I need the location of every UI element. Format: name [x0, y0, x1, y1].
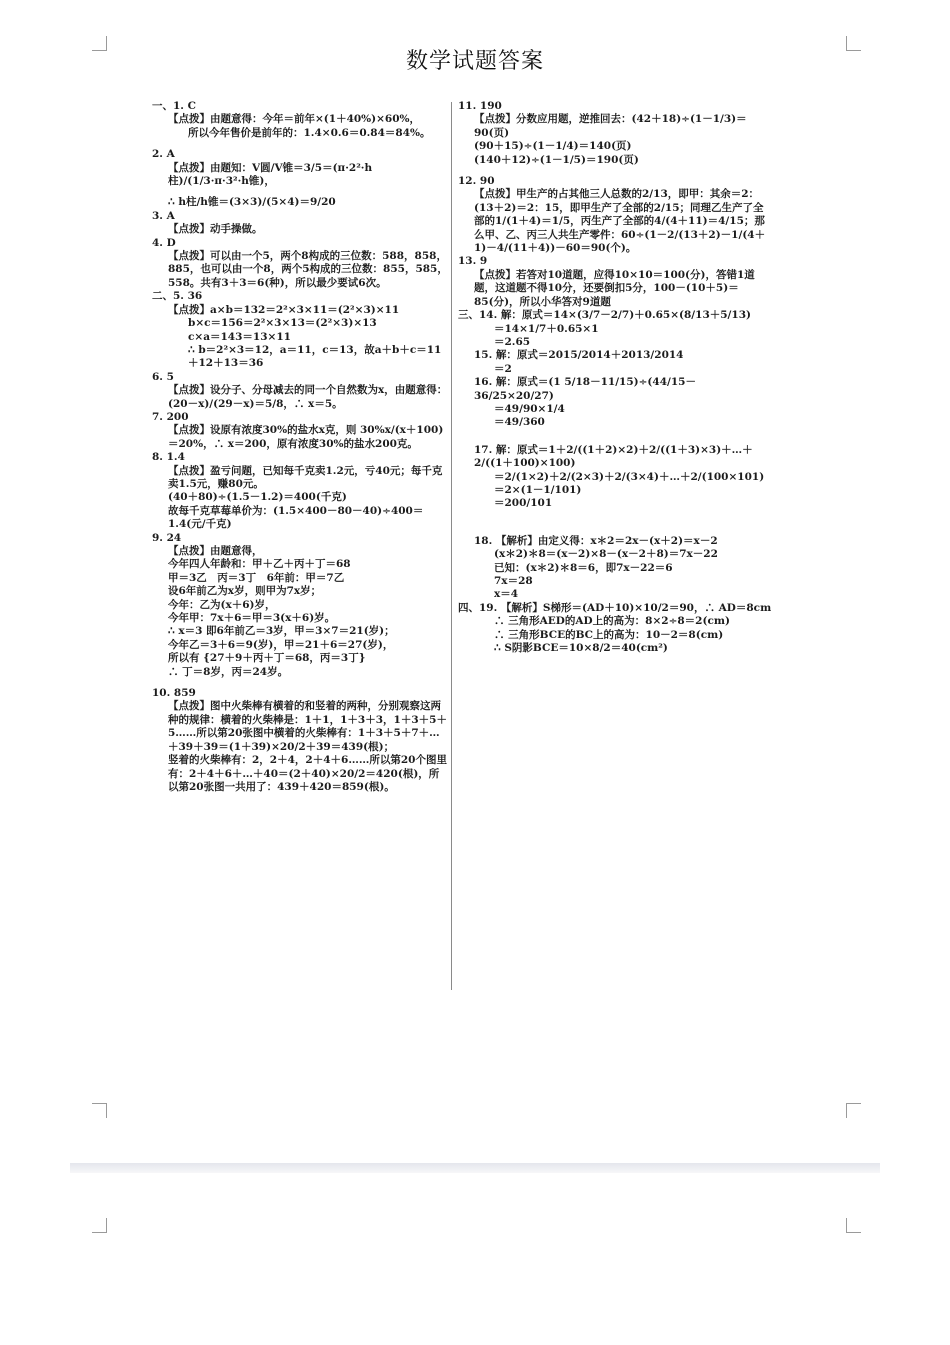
spacer [152, 679, 448, 687]
answer-line: ＝2 [494, 362, 512, 375]
page-edge-shadow [70, 1163, 880, 1173]
answer-line: ∴ S阴影BCE＝10×8/2＝40(cm²) [494, 642, 668, 655]
answer-line: b×c＝156＝2²×3×13＝(2²×3)×13 [188, 317, 377, 330]
answer-line: 17. 解：原式＝1＋2/((1＋2)×2)＋2/((1＋3)×3)＋…＋2/((1＋100)×100) [474, 443, 753, 470]
answer-line: 【点拨】a×b＝132＝2²×3×11＝(2²×3)×11 [168, 303, 400, 316]
answer-line: 故每千克草莓单价为：(1.5×400－80－40)÷400＝1.4(元/千克) [168, 504, 424, 531]
answer-line: x＝4 [494, 588, 519, 601]
answer-line: (90＋15)÷(1－1/4)＝140(页) [474, 140, 632, 153]
answer-line: 今年：乙为(x＋6)岁， [168, 598, 276, 611]
answer-line: 一、1. C [152, 100, 196, 112]
answer-line: 13. 9 [458, 255, 488, 268]
answer-line: 【点拨】可以由一个5，两个8构成的三位数：588，858，885，也可以由一个8，两个5构成的三位数：855，585，558。共有3＋3＝6(种)，所以最少要试6次。 [168, 250, 448, 289]
answer-line: (140＋12)÷(1－1/5)＝190(页) [474, 153, 639, 166]
left-column [152, 100, 448, 794]
answer-line: 18. 【解析】由定义得：x＊2＝2x－(x＋2)＝x－2 [474, 534, 718, 547]
answer-line: ∴ b＝2²×3＝12，a＝11，c＝13，故a＋b＋c＝11＋12＋13＝36 [188, 343, 442, 370]
answer-line: ＝49/90×1/4 [494, 402, 565, 415]
answer-line: (40＋80)÷(1.5－1.2)＝400(千克) [168, 491, 347, 504]
answer-line: 二、5. 36 [152, 290, 203, 303]
answer-line: 7x＝28 [494, 575, 533, 587]
answer-line: 12. 90 [458, 175, 495, 188]
crop-mark [846, 1103, 861, 1118]
answer-line: 6. 5 [152, 370, 174, 383]
spacer [458, 511, 772, 535]
answer-line: ＝14×1/7＋0.65×1 [494, 322, 599, 335]
answer-line: ＝2/(1×2)＋2/(2×3)＋2/(3×4)＋…＋2/(100×101) [494, 470, 765, 483]
answer-line: ∴ h柱/h锥＝(3×3)/(5×4)＝9/20 [168, 196, 336, 209]
answer-line: 16. 解：原式＝(1 5/18－11/15)÷(44/15－36/25×20/27) [474, 376, 696, 402]
answer-line: ∴ 丁＝8岁，丙＝24岁。 [168, 665, 289, 678]
answer-line: ＝2.65 [494, 335, 531, 348]
answer-line: ＝2×(1－1/101) [494, 483, 582, 496]
answer-line: (x＊2)＊8＝(x－2)×8－(x－2＋8)＝7x－22 [494, 548, 718, 561]
answer-line: 2. A [152, 148, 175, 161]
answer-line: 【点拨】设分子、分母减去的同一个自然数为x，由题意得：(20－x)/(29－x)＝5/8，∴ x＝5。 [168, 384, 448, 410]
answer-line: 【点拨】甲生产的占其他三人总数的2/13，即甲：其余＝2：(13＋2)＝2：15，即甲生产了全部的2/15；同理乙生产了全部的1/(1＋4)＝1/5，丙生产了全部的4/(4＋11)＝4/15；那么甲、乙、丙三人共生产零件：60÷(1－2/(13＋2)－1/(4＋1)－4/(11＋4))－60＝90(个)。 [474, 188, 766, 255]
answer-line: 今年四人年龄和：甲＋乙＋丙＋丁＝68 [168, 558, 351, 571]
answer-line: ∴ 三角形AED的AD上的高为：8×2÷8＝2(cm) [494, 615, 730, 628]
answer-line: 【点拨】设原有浓度30%的盐水x克，则 30%x/(x＋100)＝20%，∴ x＝200，原有浓度30%的盐水200克。 [168, 424, 444, 450]
answer-line: 已知：(x＊2)＊8＝6，即7x－22＝6 [494, 561, 673, 574]
answer-line: 三、14. 解：原式＝14×(3/7－2/7)＋0.65×(8/13＋5/13) [458, 309, 751, 322]
answer-line: 10. 859 [152, 687, 196, 700]
answer-line: ＝200/101 [494, 497, 553, 510]
answer-line: 15. 解：原式＝2015/2014＋2013/2014 [474, 349, 684, 362]
answer-line: ＝49/360 [494, 416, 545, 429]
answer-line: 【点拨】若答对10道题，应得10×10＝100(分)，答错1道题，这道题不得10分，还要倒扣5分，100－(10＋5)＝85(分)，所以小华答对9道题 [474, 268, 755, 308]
page-title: 数学试题答案 [405, 49, 544, 74]
answer-line: 今年乙＝3＋6＝9(岁)，甲＝21＋6＝27(岁)， [168, 638, 394, 651]
answer-line: 9. 24 [152, 531, 182, 544]
spacer [458, 430, 772, 444]
spacer [458, 167, 772, 175]
answer-line: 8. 1.4 [152, 451, 185, 464]
answer-line: 【点拨】盈亏问题，已知每千克卖1.2元，亏40元；每千克卖1.5元，赚80元。 [168, 464, 443, 490]
answer-line: 3. A [152, 209, 175, 222]
crop-mark [846, 1218, 861, 1233]
crop-mark [92, 1218, 107, 1233]
answer-line: 今年甲：7x＋6＝甲＝3(x＋6)岁。 [168, 612, 336, 625]
answer-line: ∴ x＝3 即6年前乙＝3岁，甲＝3×7＝21(岁)； [168, 625, 395, 638]
answer-line: c×a＝143＝13×11 [188, 330, 291, 343]
answer-line: 11. 190 [458, 100, 502, 112]
right-column [458, 100, 772, 655]
spacer [152, 140, 448, 148]
answer-line: 4. D [152, 236, 176, 249]
answer-line: 竖着的火柴棒有：2，2＋4，2＋4＋6……所以第20个图里有：2＋4＋6＋…＋40＝(2＋40)×20/2＝420(根)，所以第20张图一共用了：439＋420＝859(根)。 [168, 754, 447, 793]
answer-line: 【点拨】由题意得：今年＝前年×(1＋40%)×60%， [168, 113, 421, 126]
answer-line: 【点拨】由题意得， [168, 545, 263, 557]
answer-line: 【点拨】由题知：V圆/V锥＝3/5＝(π·2²·h柱)/(1/3·π·3²·h锥)， [168, 161, 373, 188]
answer-line: ∴ 三角形BCE的BC上的高为：10－2＝8(cm) [494, 628, 724, 641]
answer-line: 【点拨】动手操做。 [168, 223, 263, 236]
answer-line: 所以今年售价是前年的：1.4×0.6＝0.84＝84%。 [188, 126, 431, 139]
answer-line: 【点拨】分数应用题，逆推回去：(42＋18)÷(1－1/3)＝90(页) [474, 113, 747, 139]
column-divider [451, 102, 452, 990]
crop-mark [92, 1103, 107, 1118]
answer-line: 设6年前乙为x岁，则甲为7x岁； [168, 585, 322, 598]
answer-line: 【点拨】图中火柴棒有横着的和竖着的两种，分别观察这两种的规律：横着的火柴棒是：1＋1，1＋3＋3，1＋3＋5＋5……所以第20张图中横着的火柴棒有：1＋3＋5＋7＋…＋39＋39＝(1＋39)×20/2＋39＝439(根)； [168, 700, 447, 753]
answer-line: 所以有 {27＋9＋丙＋丁＝68，丙＝3丁} [168, 652, 366, 665]
answer-line: 四、19. 【解析】S梯形＝(AD＋10)×10/2＝90，∴ AD＝8cm [458, 601, 772, 614]
answer-line: 7. 200 [152, 410, 189, 423]
answer-line: 甲＝3乙 丙＝3丁 6年前：甲＝7乙 [168, 571, 345, 584]
